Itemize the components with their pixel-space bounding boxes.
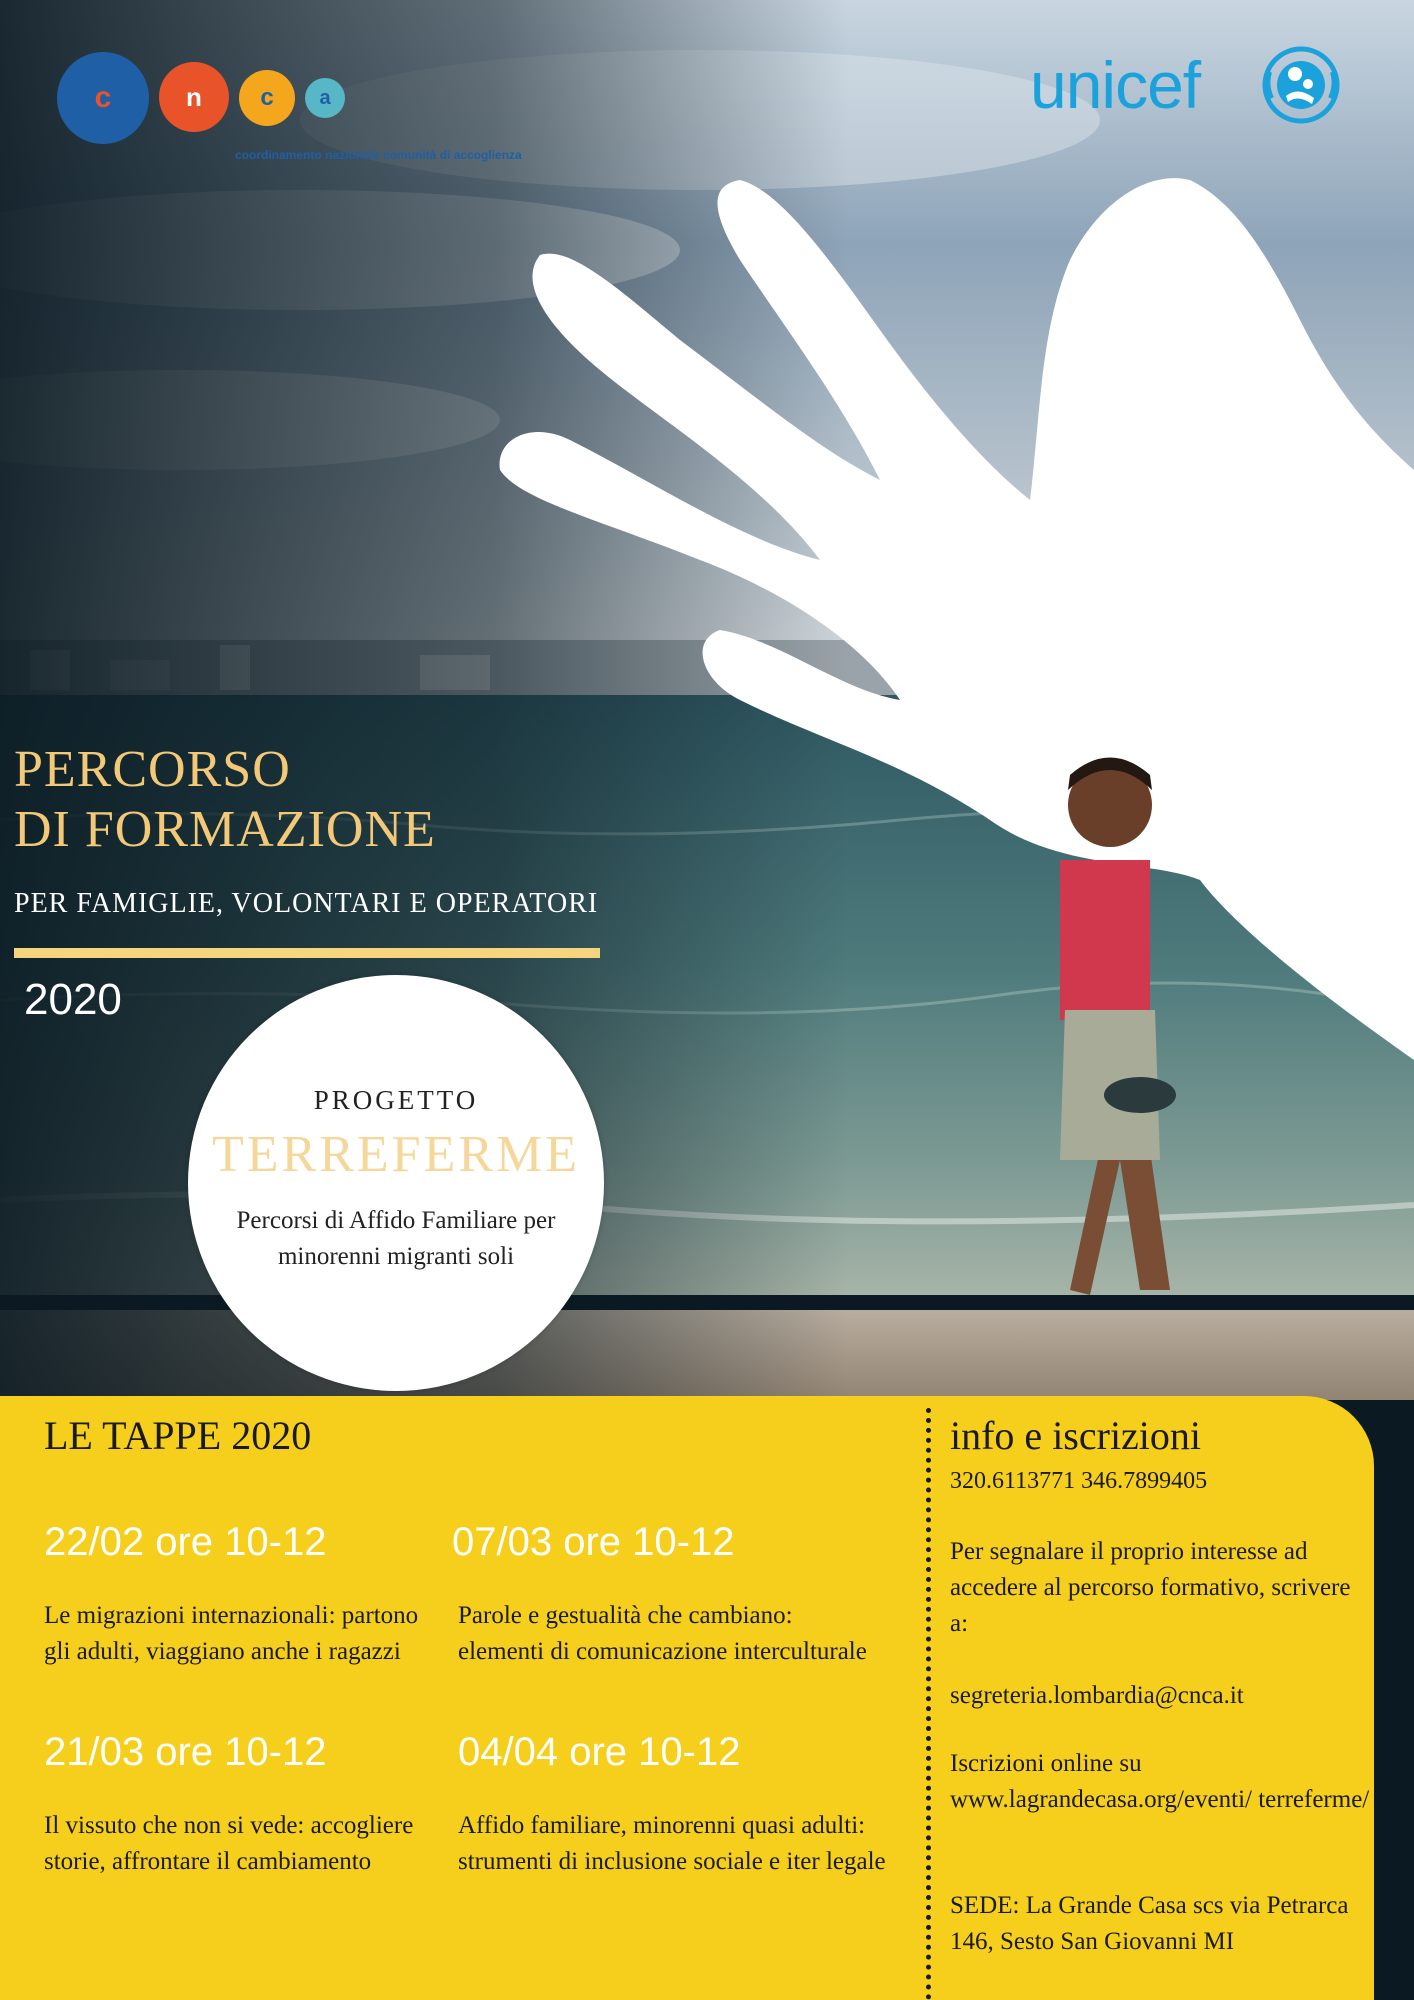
schedule-item-4-date: 04/04 ore 10-12 xyxy=(458,1730,741,1774)
cnca-dot-n: n xyxy=(159,62,229,132)
title-line-2: DI FORMAZIONE xyxy=(14,801,436,858)
project-badge xyxy=(188,975,604,1391)
cnca-logo xyxy=(55,48,655,178)
badge-description: Percorsi di Affido Familiare per minorenni migranti soli xyxy=(236,1207,556,1270)
year-label: 2020 xyxy=(24,975,122,1024)
info-phones: 320.6113771 346.7899405 xyxy=(950,1468,1208,1494)
title-line-1: PERCORSO xyxy=(14,741,291,798)
cnca-dot-a: a xyxy=(305,78,345,118)
info-heading: info e iscrizioni xyxy=(950,1413,1202,1458)
info-online-label: Iscrizioni online su xyxy=(950,1750,1142,1777)
info-venue: SEDE: La Grande Casa scs via Petrarca 146, Sesto San Giovanni MI xyxy=(950,1892,1349,1955)
schedule-item-2-date: 07/03 ore 10-12 xyxy=(452,1520,735,1564)
schedule-item-3-text: Il vissuto che non si vede: accogliere storie, affrontare il cambiamento xyxy=(44,1812,414,1875)
schedule-heading: LE TAPPE 2020 xyxy=(44,1413,312,1458)
cnca-tagline: coordinamento nazionale comunità di accoglienza xyxy=(235,148,522,162)
title-divider xyxy=(14,948,600,958)
badge-kicker: PROGETTO xyxy=(313,1085,479,1115)
schedule-item-1-text: Le migrazioni internazionali: partono gli adulti, viaggiano anche i ragazzi xyxy=(44,1602,419,1665)
cnca-dot-c2: c xyxy=(239,70,295,126)
schedule-item-2-text: Parole e gestualità che cambiano: elementi di comunicazione interculturale xyxy=(458,1602,867,1665)
unicef-logo xyxy=(1030,40,1350,130)
unicef-emblem-icon xyxy=(1262,46,1340,124)
badge-project-name: TERREFERME xyxy=(211,1126,581,1183)
dotted-separator xyxy=(926,1408,931,2000)
info-signup-text: Per segnalare il proprio interesse ad accedere al percorso formativo, scrivere a: xyxy=(950,1538,1351,1637)
info-online-url[interactable]: www.lagrandecasa.org/eventi/ terreferme/ xyxy=(950,1786,1370,1813)
schedule-item-4-text: Affido familiare, minorenni quasi adulti: strumenti di inclusione sociale e iter legale xyxy=(458,1812,886,1875)
info-email[interactable]: segreteria.lombardia@cnca.it xyxy=(950,1682,1244,1709)
page-subtitle: PER FAMIGLIE, VOLONTARI E OPERATORI xyxy=(14,888,599,919)
schedule-item-3-date: 21/03 ore 10-12 xyxy=(44,1730,327,1774)
unicef-wordmark: unicef xyxy=(1030,48,1201,122)
cnca-dot-c1: c xyxy=(57,52,149,144)
schedule-item-1-date: 22/02 ore 10-12 xyxy=(44,1520,327,1564)
page-title xyxy=(14,740,436,860)
